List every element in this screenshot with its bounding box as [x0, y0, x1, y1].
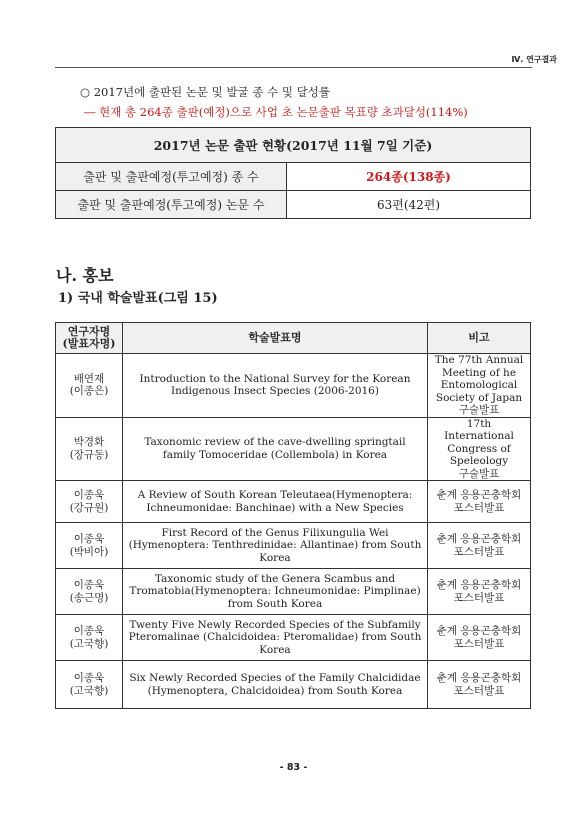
table-row	[56, 191, 531, 219]
presentation-table	[55, 322, 531, 709]
note-cell: 춘계 응용곤충학회 포스터발표	[428, 481, 531, 523]
author-cell: 이종욱 (강규원)	[56, 481, 123, 523]
note-cell: 춘계 응용곤충학회 포스터발표	[428, 615, 531, 661]
table-row	[56, 661, 531, 709]
table-row	[56, 163, 531, 191]
section-heading: 나. 홍보	[56, 266, 114, 285]
note-cell: 춘계 응용곤충학회 포스터발표	[428, 569, 531, 615]
table-row	[56, 523, 531, 569]
row-value: 264종(138종)	[287, 163, 531, 191]
note-cell: 춘계 응용곤충학회 포스터발표	[428, 661, 531, 709]
row-label: 출판 및 출판예정(투고예정) 종 수	[56, 163, 287, 191]
title-cell: Twenty Five Newly Recorded Species of the Subfamily Pteromalinae (Chalcidoidea: Pteromalidae) from South Korea	[123, 615, 428, 661]
row-value: 63편(42편)	[287, 191, 531, 219]
header-author: 연구자명 (발표자명)	[56, 323, 123, 354]
table-row	[56, 615, 531, 661]
page-number: - 83 -	[279, 762, 308, 773]
author-cell: 이종욱 (박비아)	[56, 523, 123, 569]
header-note: 비고	[428, 323, 531, 354]
author-cell: 이종욱 (송근명)	[56, 569, 123, 615]
publication-status-table	[55, 127, 531, 219]
summary-bullet: ○ 2017년에 출판된 논문 및 발굴 종 수 및 달성률	[80, 85, 330, 99]
title-cell: A Review of South Korean Teleutaea(Hymenoptera: Ichneumonidae: Banchinae) with a New Species	[123, 481, 428, 523]
summary-note: ― 현재 총 264종 출판(예정)으로 사업 초 논문출판 목표량 초과달성(114%)	[84, 105, 468, 119]
title-cell: Taxonomic study of the Genera Scambus and Tromatobia(Hymenoptera: Ichneumonidae: Pimplinae) from South Korea	[123, 569, 428, 615]
section-header: Ⅳ. 연구결과	[511, 55, 557, 64]
title-cell: Introduction to the National Survey for the Korean Indigenous Insect Species (2006-2016)	[123, 354, 428, 418]
header-title: 학술발표명	[123, 323, 428, 354]
section-subheading: 1) 국내 학술발표(그림 15)	[58, 291, 218, 306]
table-row	[56, 354, 531, 418]
table-row	[56, 417, 531, 481]
title-cell: First Record of the Genus Filixungulia Wei (Hymenoptera: Tenthredinidae: Allantinae) from South Korea	[123, 523, 428, 569]
table-row	[56, 569, 531, 615]
title-cell: Six Newly Recorded Species of the Family Chalcididae (Hymenoptera, Chalcidoidea) from South Korea	[123, 661, 428, 709]
note-cell: 17th International Congress of Speleology 구술발표	[428, 417, 531, 481]
note-cell: 춘계 응용곤충학회 포스터발표	[428, 523, 531, 569]
author-cell: 박경화 (장규동)	[56, 417, 123, 481]
author-cell: 이종욱 (고국향)	[56, 661, 123, 709]
author-cell: 이종욱 (고국향)	[56, 615, 123, 661]
table-row	[56, 481, 531, 523]
header-divider	[55, 67, 532, 68]
author-cell: 배연재 (이종은)	[56, 354, 123, 418]
note-cell: The 77th Annual Meeting of he Entomological Society of Japan 구술발표	[428, 354, 531, 418]
table-title: 2017년 논문 출판 현황(2017년 11월 7일 기준)	[56, 128, 531, 163]
title-cell: Taxonomic review of the cave-dwelling springtail family Tomoceridae (Collembola) in Korea	[123, 417, 428, 481]
row-label: 출판 및 출판예정(투고예정) 논문 수	[56, 191, 287, 219]
